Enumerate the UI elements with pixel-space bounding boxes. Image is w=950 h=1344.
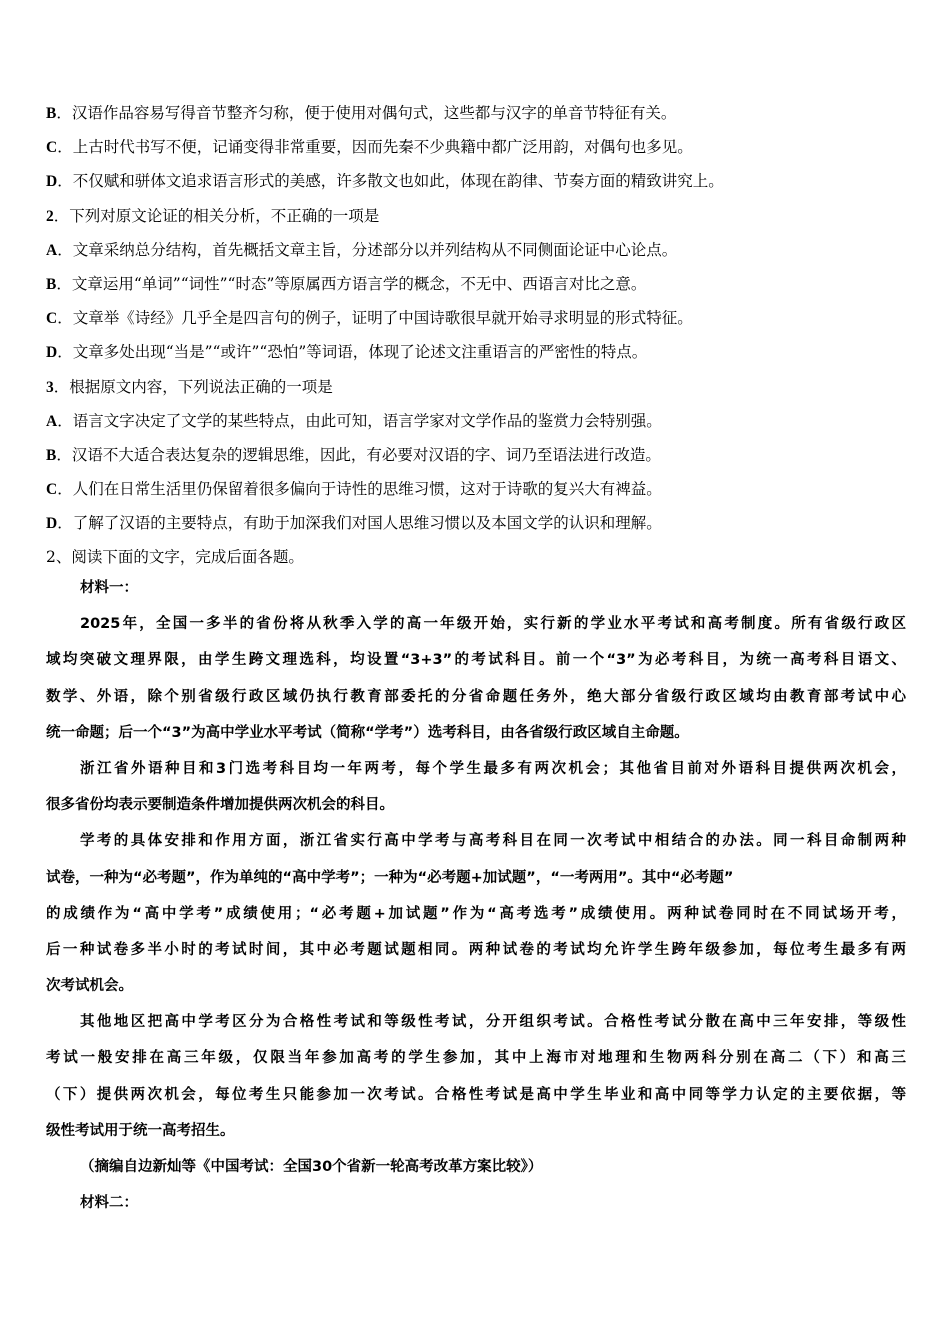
reading-task-heading bbox=[46, 544, 906, 578]
option-text: ．不仅赋和骈体文追求语言形式的美感，许多散文也如此，体现在韵律、节奏方面的精致讲究上。 bbox=[57, 172, 724, 191]
option-label: B bbox=[46, 446, 57, 464]
option-label: C bbox=[46, 310, 58, 328]
question-number: 3 bbox=[46, 378, 54, 396]
option-text: ．了解了汉语的主要特点，有助于加深我们对国人思维习惯以及本国文学的认识和理解。 bbox=[57, 514, 662, 533]
question-line bbox=[46, 510, 906, 544]
question-line bbox=[46, 271, 906, 305]
option-label: C bbox=[46, 481, 58, 499]
question-number: 2 bbox=[46, 548, 56, 567]
question-stem bbox=[46, 203, 906, 237]
question-options-section bbox=[46, 100, 906, 579]
option-text: ．文章举《诗经》几乎全是四言句的例子，证明了中国诗歌很早就开始寻求明显的形式特征。 bbox=[57, 309, 693, 328]
material-line: （摘编自边新灿等《中国考试：全国30个省新一轮高考改革方案比较》） bbox=[80, 1159, 543, 1175]
option-label: B bbox=[46, 105, 57, 122]
material-line: 级性考试用于统一高考招生。 bbox=[46, 1122, 235, 1139]
question-stem bbox=[46, 374, 906, 408]
material-line: 的成绩作为“高中学考”成绩使用；“必考题+加试题”作为“高考选考”成绩使用。两种试卷同时在不同试场开考， bbox=[46, 905, 906, 922]
question-number: 2 bbox=[46, 207, 54, 225]
question-line bbox=[46, 168, 906, 202]
option-text: ．汉语不大适合表达复杂的逻辑思维，因此，有必要对汉语的字、词乃至语法进行改造。 bbox=[56, 445, 661, 464]
material-line: 统一命题；后一个“3”为高中学业水平考试（简称“学考”）选考科目，由各省级行政区域自主命题。 bbox=[46, 724, 689, 741]
material-line: 很多省份均表示要制造条件增加提供两次机会的科目。 bbox=[46, 797, 394, 814]
material-line: 材料一： bbox=[80, 580, 138, 596]
material-line: 材料二： bbox=[80, 1195, 138, 1212]
reading-material-section bbox=[46, 576, 906, 1227]
material-line: 2025年，全国一多半的省份将从秋季入学的高一年级开始，实行新的学业水平考试和高考制度。所有省级行政区 bbox=[80, 616, 906, 633]
option-label: C bbox=[46, 139, 58, 157]
question-line bbox=[46, 339, 906, 373]
question-text: ．下列对原文论证的相关分析，不正确的一项是 bbox=[53, 206, 380, 225]
material-line: 域均突破文理界限，由学生跨文理选科，均设置“3+3”的考试科目。前一个“3”为必考科目，为统一高考科目语文、 bbox=[46, 652, 906, 669]
question-line bbox=[46, 100, 906, 134]
material-line: 浙江省外语种目和3门选考科目均一年两考，每个学生最多有两次机会；其他省目前对外语科目提供两次机会， bbox=[80, 760, 906, 777]
material-line: 后一种试卷多半小时的考试时间，其中必考题试题相同。两种试卷的考试均允许学生跨年级参加，每位考生最多有两 bbox=[46, 941, 906, 958]
material-line: （下）提供两次机会，每位考生只能参加一次考试。合格性考试是高中学生毕业和高中同等学力认定的主要依据，等 bbox=[46, 1086, 906, 1103]
question-line bbox=[46, 305, 906, 339]
option-text: ．文章多处出现“当是”“或许”“恐怕”等词语，体现了论述文注重语言的严密性的特点。 bbox=[57, 343, 648, 362]
option-text: ．语言文字决定了文学的某些特点，由此可知，语言学家对文学作品的鉴赏力会特别强。 bbox=[57, 411, 662, 430]
material-line: 学考的具体安排和作用方面，浙江省实行高中学考与高考科目在同一次考试中相结合的办法。同一科目命制两种 bbox=[80, 833, 906, 850]
material-line: 考试一般安排在高三年级，仅限当年参加高考的学生参加，其中上海市对地理和生物两科分别在高二（下）和高三 bbox=[46, 1050, 906, 1067]
material-line: 其他地区把高中学考区分为合格性考试和等级性考试，分开组织考试。合格性考试分散在高中三年安排，等级性 bbox=[80, 1014, 906, 1031]
option-text: ．人们在日常生活里仍保留着很多偏向于诗性的思维习惯，这对于诗歌的复兴大有裨益。 bbox=[57, 480, 662, 499]
option-text: ．汉语作品容易写得音节整齐匀称，便于使用对偶句式，这些都与汉字的单音节特征有关。 bbox=[56, 104, 677, 122]
question-text: ．根据原文内容，下列说法正确的一项是 bbox=[53, 377, 333, 396]
material-line: 试卷，一种为“必考题”，作为单纯的“高中学考”；一种为“必考题+加试题”，“一考两用”。其中“必考题” bbox=[46, 869, 734, 886]
material-line: 次考试机会。 bbox=[46, 978, 133, 995]
question-line bbox=[46, 408, 906, 442]
option-text: ．文章运用“单词”“词性”“时态”等原属西方语言学的概念，不无中、西语言对比之意。 bbox=[56, 274, 647, 293]
option-label: D bbox=[46, 515, 58, 533]
option-label: D bbox=[46, 173, 58, 191]
question-text: 、阅读下面的文字，完成后面各题。 bbox=[55, 548, 304, 567]
question-line bbox=[46, 442, 906, 476]
material-line: 数学、外语，除个别省级行政区域仍执行教育部委托的分省命题任务外，绝大部分省级行政区域均由教育部考试中心 bbox=[46, 688, 906, 705]
option-label: A bbox=[46, 412, 58, 430]
option-text: ．文章采纳总分结构，首先概括文章主旨，分述部分以并列结构从不同侧面论证中心论点。 bbox=[57, 240, 678, 259]
option-label: A bbox=[46, 241, 58, 259]
question-line bbox=[46, 237, 906, 271]
question-line bbox=[46, 134, 906, 168]
question-line bbox=[46, 476, 906, 510]
option-text: ．上古时代书写不便，记诵变得非常重要，因而先秦不少典籍中都广泛用韵，对偶句也多见。 bbox=[57, 138, 693, 157]
option-label: D bbox=[46, 344, 58, 362]
option-label: B bbox=[46, 275, 57, 293]
